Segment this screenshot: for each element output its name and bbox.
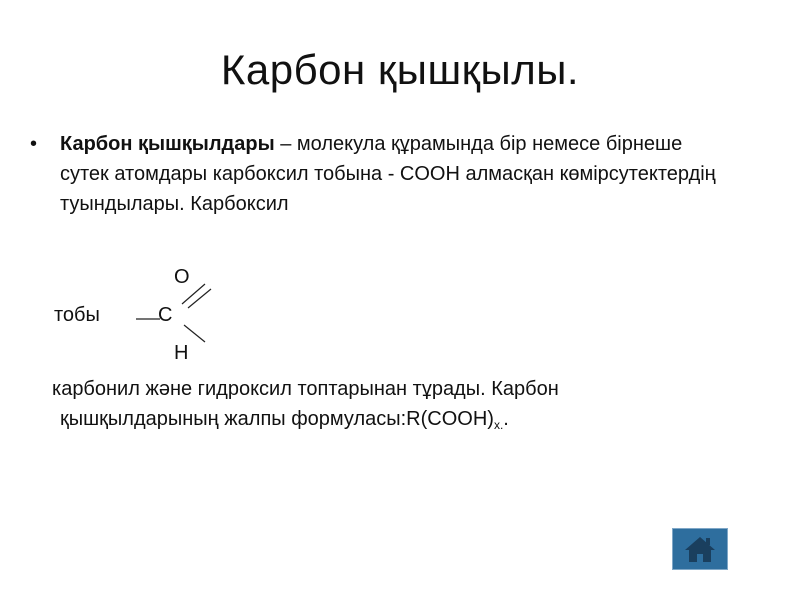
double-bond-line-1 [182,284,205,304]
closing-line-2-text: қышқылдарының жалпы формуласы: [60,408,407,430]
double-bond-line-2 [188,289,211,308]
atom-c: C [158,304,173,326]
definition-text: – молекула құрамында бір немесе бірнеше сутек атомдары карбоксил тобына - COOH алмасқан көмірсутектердің туындылары. Карбоксил [60,133,716,215]
closing-paragraph [52,374,752,440]
atom-h: H [174,342,189,364]
general-formula-subscript: x. [493,418,504,432]
single-bond-h [184,325,205,342]
slide-title: Карбон қышқылы. [220,46,580,93]
general-formula-tail: . [503,408,509,430]
group-label: тобы [54,304,100,326]
home-icon [673,529,727,569]
closing-line-2 [52,404,752,440]
atom-o: O [174,266,190,288]
bullet-dot: • [30,133,38,155]
general-formula: R(COOH) [406,408,494,430]
definition-term: Карбон қышқылдары [60,133,275,155]
closing-line-1: карбонил және гидроксил топтарынан тұрады. Карбон [52,378,559,400]
home-button[interactable] [672,528,728,570]
